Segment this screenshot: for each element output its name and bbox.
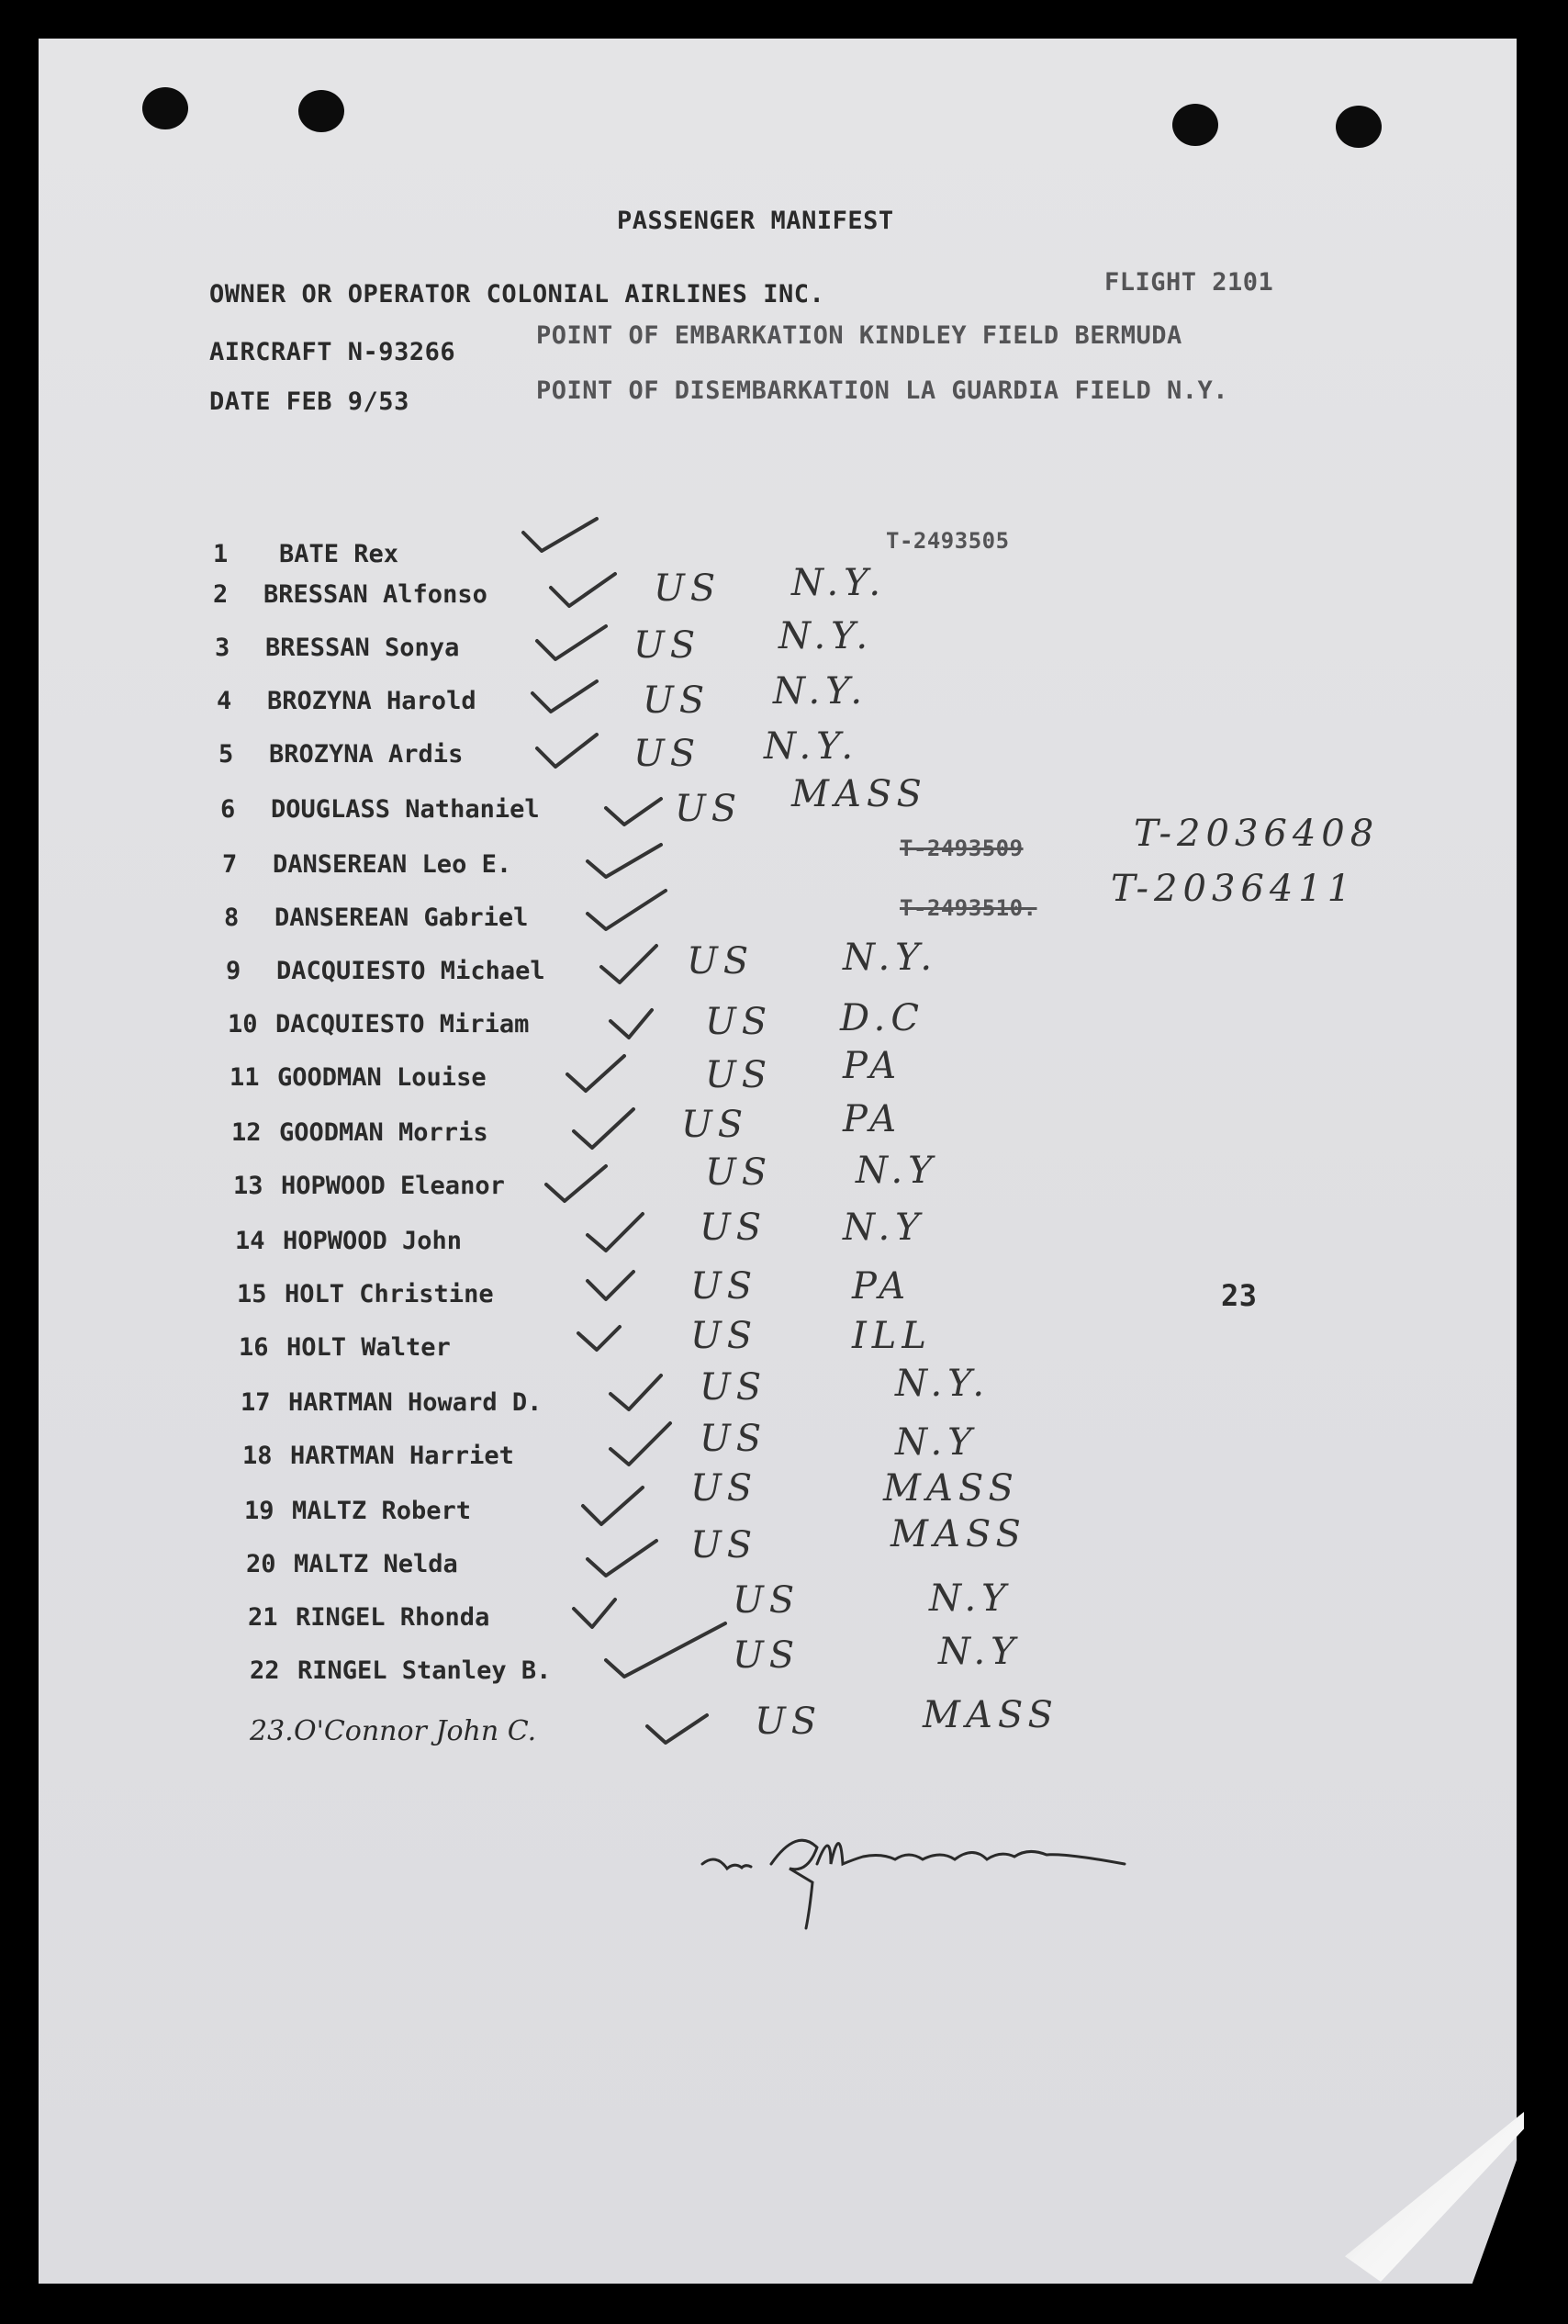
passenger-name: BRESSAN Sonya xyxy=(265,634,460,662)
passenger-name: DOUGLASS Nathaniel xyxy=(271,795,540,824)
manifest-date: DATE FEB 9/53 xyxy=(209,387,409,416)
passenger-name: HOLT Walter xyxy=(286,1333,451,1362)
citizenship-entry: US xyxy=(733,1579,801,1622)
citizenship-entry: US xyxy=(733,1634,801,1677)
citizenship-entry: US xyxy=(687,940,755,982)
residence-entry: N.Y. xyxy=(778,615,874,657)
residence-entry: N.Y. xyxy=(843,937,938,979)
passenger-name: RINGEL Rhonda xyxy=(296,1603,490,1632)
passenger-number: 13 xyxy=(233,1172,263,1200)
passenger-name: BATE Rex xyxy=(279,540,399,568)
residence-entry: PA xyxy=(843,1098,902,1140)
point-of-embarkation: POINT OF EMBARKATION KINDLEY FIELD BERMUDA xyxy=(536,321,1182,350)
citizenship-entry: US xyxy=(654,567,722,610)
passenger-name: HARTMAN Howard D. xyxy=(288,1388,543,1417)
ticket-number-row1: T-2493505 xyxy=(886,528,1010,554)
residence-entry: N.Y xyxy=(938,1631,1021,1673)
residence-entry: D.C xyxy=(840,997,924,1039)
passenger-total: 23 xyxy=(1221,1278,1258,1313)
residence-entry: N.Y. xyxy=(773,670,868,713)
passenger-name: MALTZ Nelda xyxy=(294,1550,458,1578)
passenger-name: HOPWOOD Eleanor xyxy=(281,1172,505,1200)
flight-number: FLIGHT 2101 xyxy=(1104,268,1274,297)
passenger-number: 1 xyxy=(213,540,229,568)
residence-entry: N.Y xyxy=(843,1207,925,1249)
manifest-title: PASSENGER MANIFEST xyxy=(617,207,894,235)
passenger-number: 17 xyxy=(241,1388,271,1417)
ticket-number-row7-struck: T-2493509 xyxy=(900,836,1024,861)
ticket-number-row8-handwritten: T-2036411 xyxy=(1111,868,1357,910)
citizenship-entry: US xyxy=(675,788,743,830)
passenger-number: 7 xyxy=(222,850,238,879)
passenger-name: DACQUIESTO Michael xyxy=(276,957,545,985)
passenger-number: 18 xyxy=(242,1442,273,1470)
citizenship-entry: US xyxy=(700,1366,767,1409)
passenger-name: DANSEREAN Gabriel xyxy=(274,904,529,932)
residence-entry: MASS xyxy=(890,1513,1026,1555)
residence-entry: ILL xyxy=(852,1315,932,1357)
residence-entry: N.Y. xyxy=(764,725,859,768)
passenger-number: 2 xyxy=(213,580,229,609)
residence-entry: N.Y xyxy=(929,1577,1012,1620)
ticket-number-row7-handwritten: T-2036408 xyxy=(1134,813,1380,855)
passenger-number: 3 xyxy=(215,634,230,662)
ticket-number-row8-struck: T-2493510. xyxy=(900,895,1037,921)
passenger-name: DACQUIESTO Miriam xyxy=(275,1010,530,1039)
passenger-name: GOODMAN Morris xyxy=(279,1118,488,1147)
citizenship-entry: US xyxy=(690,1467,758,1510)
passenger-name: DANSEREAN Leo E. xyxy=(273,850,512,879)
point-of-disembarkation: POINT OF DISEMBARKATION LA GUARDIA FIELD N.Y. xyxy=(536,376,1228,405)
passenger-name: HOPWOOD John xyxy=(283,1227,463,1255)
citizenship-entry: US xyxy=(705,1054,773,1096)
passenger-name: BROZYNA Harold xyxy=(267,687,476,715)
citizenship-entry: US xyxy=(755,1701,823,1743)
residence-entry: PA xyxy=(852,1265,912,1308)
owner-operator: OWNER OR OPERATOR COLONIAL AIRLINES INC. xyxy=(209,280,825,309)
passenger-number: 15 xyxy=(237,1280,267,1308)
citizenship-entry: US xyxy=(690,1524,758,1566)
citizenship-entry: US xyxy=(690,1265,758,1308)
aircraft: AIRCRAFT N-93266 xyxy=(209,338,456,366)
residence-entry: MASS xyxy=(791,773,927,815)
passenger-name: GOODMAN Louise xyxy=(277,1063,487,1092)
passenger-number: 9 xyxy=(226,957,241,985)
citizenship-entry: US xyxy=(700,1418,767,1460)
residence-entry: N.Y xyxy=(895,1421,978,1464)
passenger-name: RINGEL Stanley B. xyxy=(297,1656,552,1685)
passenger-name: BRESSAN Alfonso xyxy=(263,580,487,609)
passenger-number: 22 xyxy=(250,1656,280,1685)
passenger-number: 16 xyxy=(239,1333,269,1362)
residence-entry: N.Y. xyxy=(791,562,887,604)
passenger-number: 10 xyxy=(228,1010,258,1039)
passenger-number: 8 xyxy=(224,904,240,932)
passenger-number: 6 xyxy=(220,795,236,824)
residence-entry: N.Y xyxy=(856,1150,938,1192)
passenger-number: 11 xyxy=(230,1063,260,1092)
citizenship-entry: US xyxy=(690,1315,758,1357)
residence-entry: MASS xyxy=(923,1694,1058,1736)
citizenship-entry: US xyxy=(643,679,711,722)
citizenship-entry: US xyxy=(700,1207,767,1249)
passenger-number: 5 xyxy=(218,740,234,769)
citizenship-entry: US xyxy=(705,1151,773,1194)
citizenship-entry: US xyxy=(633,733,701,775)
citizenship-entry: US xyxy=(705,1001,773,1043)
passenger-number: 20 xyxy=(246,1550,276,1578)
passenger-number: 12 xyxy=(231,1118,262,1147)
passenger-number: 14 xyxy=(235,1227,265,1255)
passenger-number: 19 xyxy=(244,1497,274,1525)
passenger-name: HOLT Christine xyxy=(285,1280,494,1308)
passenger-name: MALTZ Robert xyxy=(292,1497,472,1525)
passenger-number: 23. xyxy=(250,1715,294,1747)
passenger-name: O'Connor John C. xyxy=(294,1715,537,1747)
citizenship-entry: US xyxy=(633,624,701,667)
passenger-number: 21 xyxy=(248,1603,278,1632)
citizenship-entry: US xyxy=(681,1104,749,1146)
passenger-name: HARTMAN Harriet xyxy=(290,1442,514,1470)
passenger-number: 4 xyxy=(217,687,232,715)
residence-entry: PA xyxy=(843,1045,902,1087)
residence-entry: MASS xyxy=(883,1467,1019,1510)
passenger-name: BROZYNA Ardis xyxy=(269,740,464,769)
residence-entry: N.Y. xyxy=(895,1363,991,1405)
